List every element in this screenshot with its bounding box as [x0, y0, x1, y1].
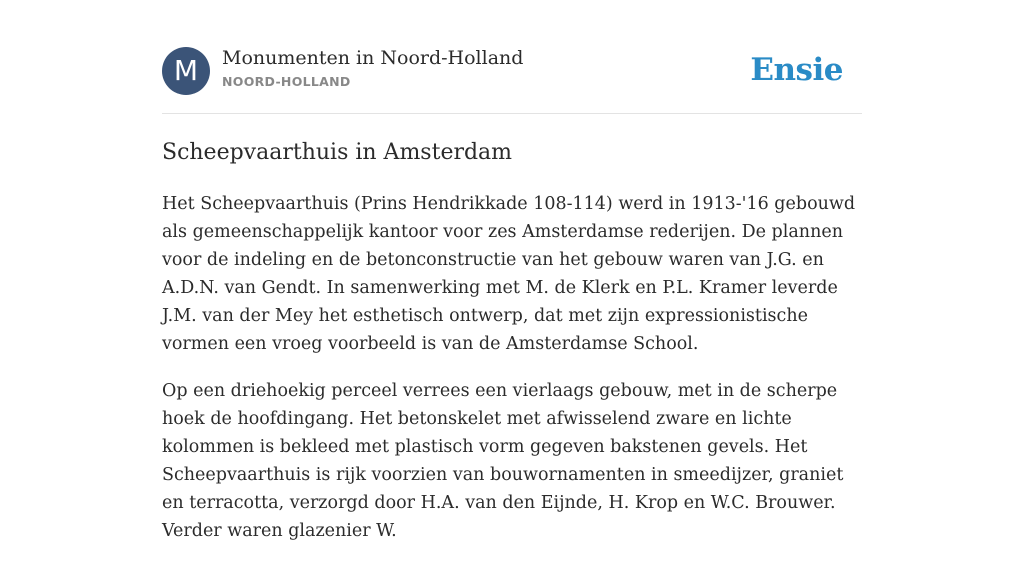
article-body	[162, 190, 862, 564]
article-paragraph-2: Op een driehoekig perceel verrees een vierlaags gebouw, met in de scherpe hoek de hoofdingang. Het betonskelet met afwisselend zware en lichte kolommen is bekleed met plastisch vorm gegeven bakstenen gevels. Het Scheepvaarthuis is rijk voorzien van bouwornamenten in smeedijzer, graniet en terracotta, verzorgd door H.A. van den Eijnde, H. Krop en W.C. Brouwer. Verder waren glazenier W.	[162, 381, 844, 541]
article-title: Scheepvaarthuis in Amsterdam	[162, 140, 513, 165]
article-paragraph-1: Het Scheepvaarthuis (Prins Hendrikkade 108-114) werd in 1913-'16 gebouwd als gemeenschappelijk kantoor voor zes Amsterdamse rederijen. De plannen voor de indeling en de betonconstructie van het gebouw waren van J.G. en A.D.N. van Gendt. In samenwerking met M. de Klerk en P.L. Kramer leverde J.M. van der Mey het esthetisch ontwerp, dat met zijn expressionistische vormen een vroeg voorbeeld is van de Amsterdamse School.	[162, 194, 856, 354]
source-subtitle[interactable]: NOORD-HOLLAND	[222, 74, 351, 89]
avatar[interactable]: M	[162, 47, 210, 95]
header-divider	[162, 113, 862, 114]
brand-logo[interactable]: Ensie	[750, 52, 843, 88]
source-title[interactable]: Monumenten in Noord-Holland	[222, 47, 524, 69]
header	[162, 46, 862, 96]
